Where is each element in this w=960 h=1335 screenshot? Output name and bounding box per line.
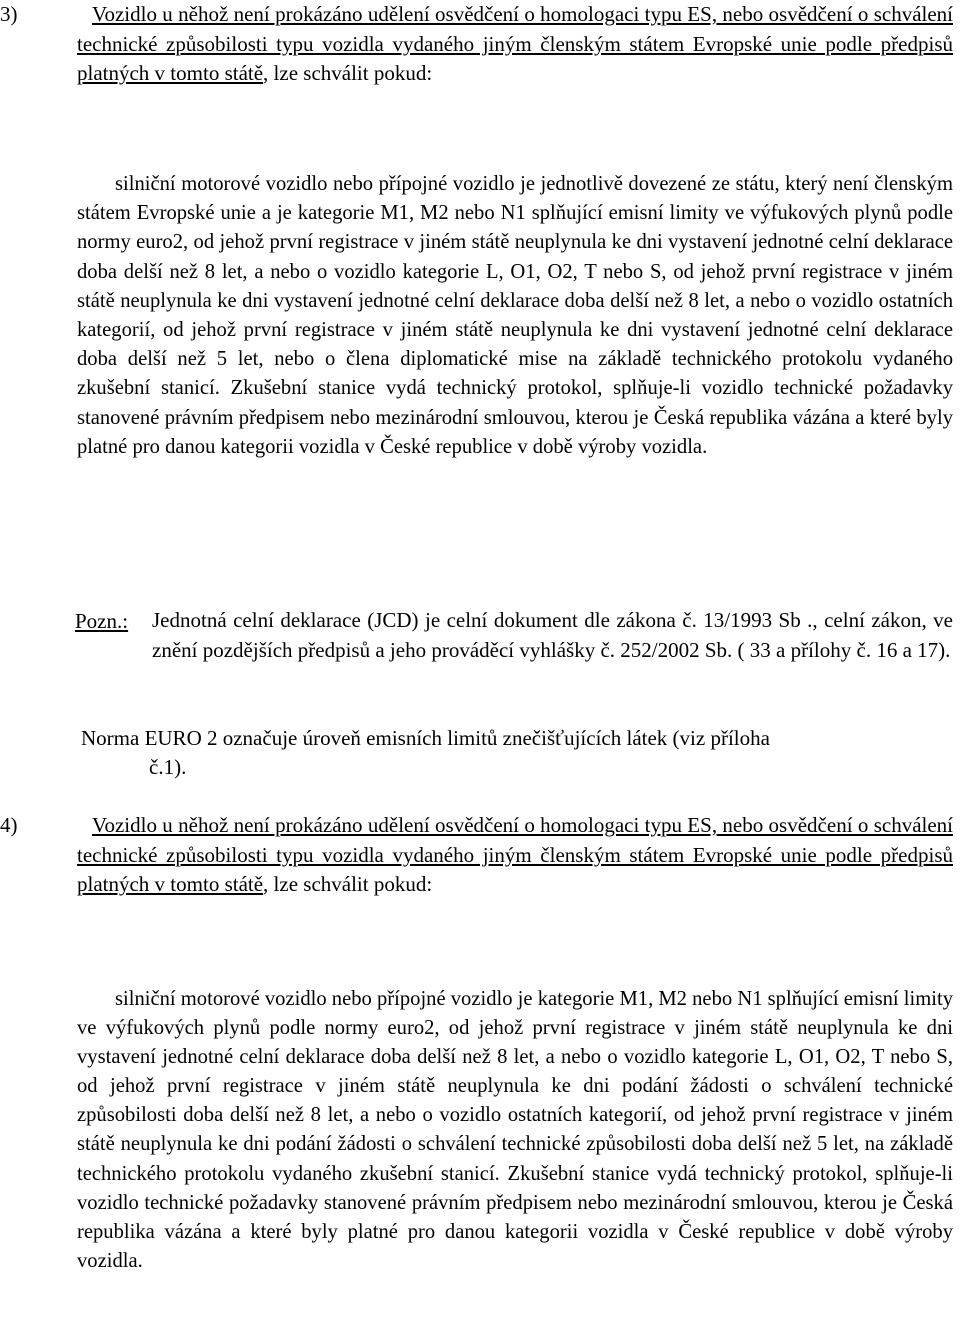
section-4-body: silniční motorové vozidlo nebo přípojné vozidlo je kategorie M1, M2 nebo N1 splňující emisní limity ve výfukových plynů podle normy euro2, od jehož první registrace v jiném státě neuplynula ke dni vystavení jednotné celní deklarace doba delší než 8 let, a nebo o vozidlo kategorie L, O1, O2, T nebo S, od jehož první registrace v jiném státě neuplynula ke dni podání žádosti o schválení technické způsobilosti doba delší než 8 let, a nebo o vozidlo ostatních kategorií, od jehož první registrace v jiném státě neuplynula ke dni podání žádosti o schválení technické způsobilosti doba delší než 5 let, na základě technického protokolu vydaného zkušební stanicí. Zkušební stanice vydá technický protokol, splňuje-li vozidlo technické požadavky stanovené právním předpisem nebo mezinárodní smlouvou, kterou je Česká republika vázána a které byly platné pro danou kategorii vozidla v České republice v době výroby vozidla.: [77, 988, 953, 1272]
section-3-heading-tail: , lze schválit pokud:: [263, 61, 433, 85]
section-3-body: silniční motorové vozidlo nebo přípojné vozidlo je jednotlivě dovezené ze státu, který není členským státem Evropské unie a je kategorie M1, M2 nebo N1 splňující emisní limity ve výfukových plynů podle normy euro2, od jehož první registrace v jiném státě neuplynula ke dni vystavení jednotné celní deklarace doba delší než 8 let, a nebo o vozidlo kategorie L, O1, O2, T nebo S, od jehož první registrace v jiném státě neuplynula ke dni vystavení jednotné celní deklarace doba delší než 8 let, a nebo o vozidlo ostatních kategorií, od jehož první registrace v jiném státě neuplynula ke dni vystavení jednotné celní deklarace doba delší než 5 let, nebo o člena diplomatické mise na základě technického protokolu vydaného zkušební stanicí. Zkušební stanice vydá technický protokol, splňuje-li vozidlo technické požadavky stanovené právním předpisem nebo mezinárodní smlouvou, kterou je Česká republika vázána a které byly platné pro danou kategorii vozidla v České republice v době výroby vozidla.: [77, 173, 953, 458]
section-4-heading: [77, 811, 953, 900]
norma-note-line-2: č.1).: [149, 755, 187, 779]
section-4-number: 4): [0, 813, 18, 837]
section-4-heading-underlined: Vozidlo u něhož není prokázáno udělení osvědčení o homologaci typu ES, nebo osvědčení o schválení technické způsobilosti typu vozidla vydaného jiným členským státem Evropské unie podle předpisů platných v tomto státě: [77, 813, 953, 896]
section-3-number: 3): [0, 2, 18, 26]
section-3-heading: [77, 0, 953, 89]
norma-note: [81, 724, 953, 782]
note-text: Jednotná celní deklarace (JCD) je celní dokument dle zákona č. 13/1993 Sb ., celní zákon, ve znění pozdějších předpisů a jeho prováděcí vyhlášky č. 252/2002 Sb. ( 33 a přílohy č. 16 a 17).: [152, 608, 953, 662]
norma-note-line-1: Norma EURO 2 označuje úroveň emisních limitů znečišťujících látek (viz příloha: [81, 726, 770, 750]
section-3-heading-underlined: Vozidlo u něhož není prokázáno udělení osvědčení o homologaci typu ES, nebo osvědčení o schválení technické způsobilosti typu vozidla vydaného jiným členským státem Evropské unie podle předpisů platných v tomto státě: [77, 2, 953, 85]
note-label: Pozn.:: [75, 609, 129, 633]
section-4-heading-tail: , lze schválit pokud:: [263, 872, 433, 896]
